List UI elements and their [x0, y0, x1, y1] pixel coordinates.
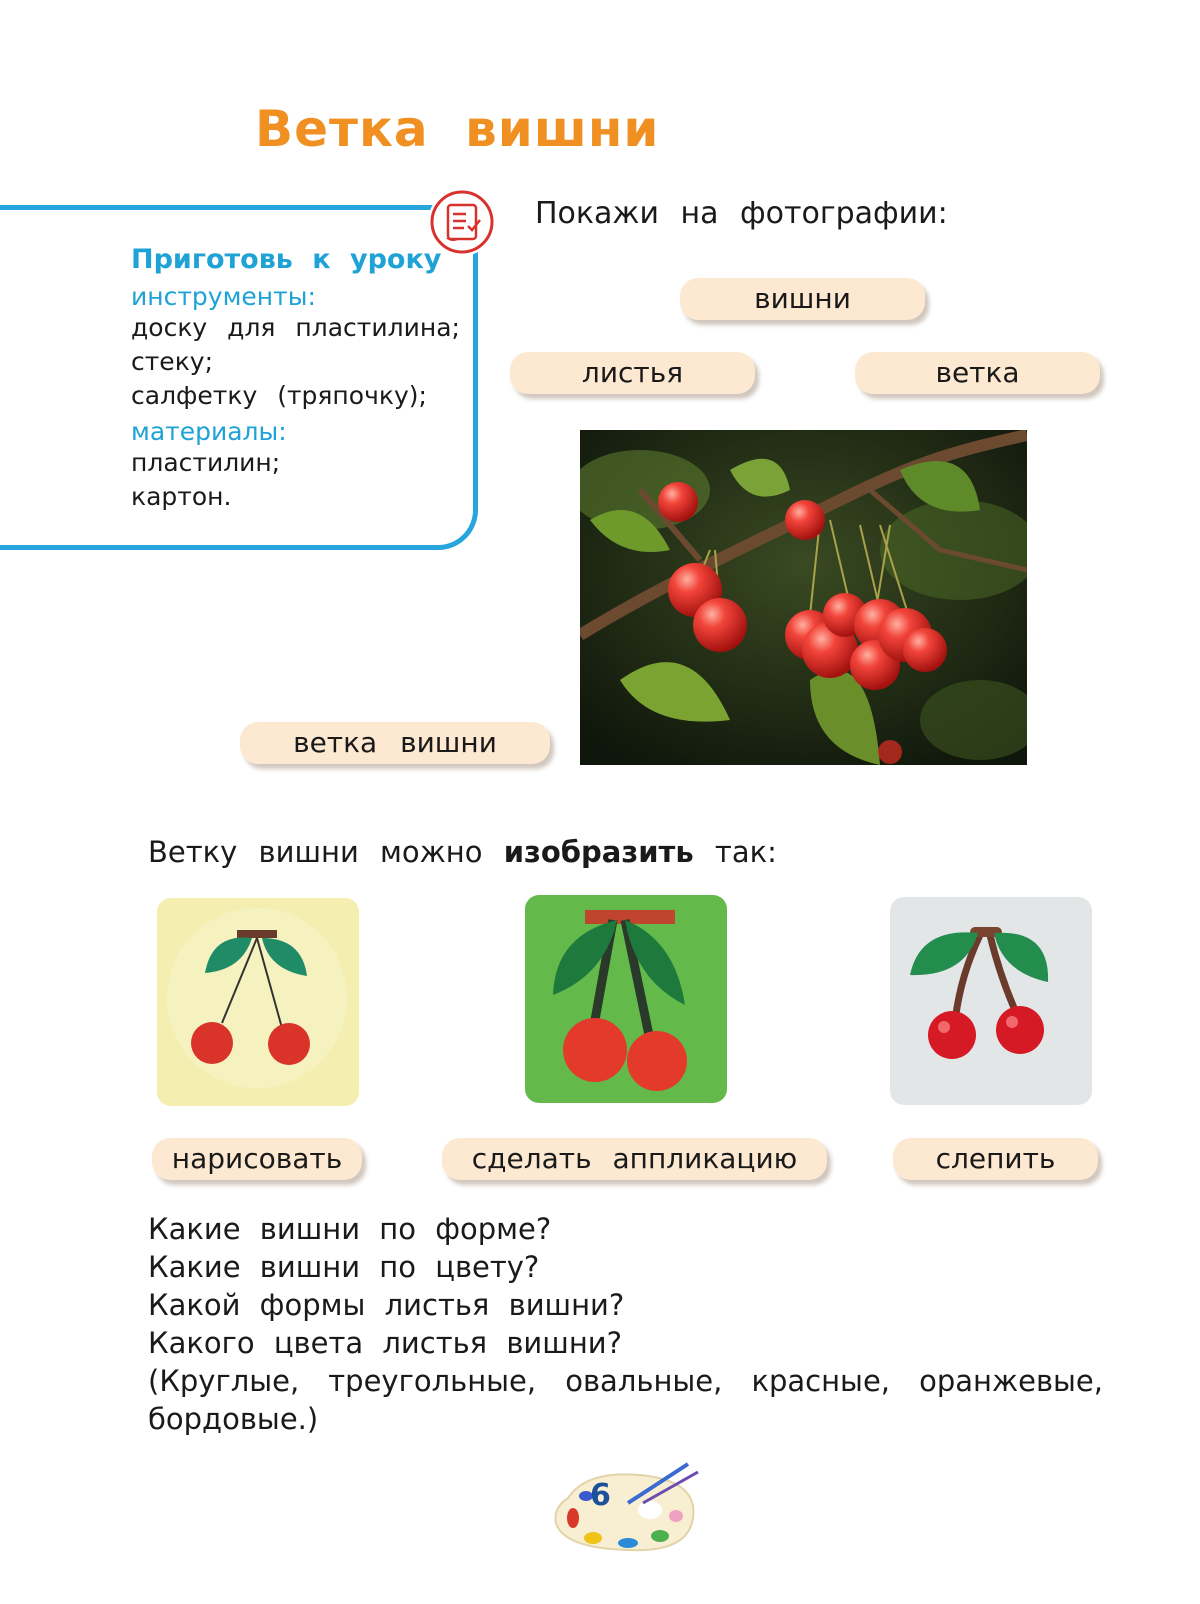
question-line: Какие вишни по форме? [148, 1212, 552, 1246]
tools-label: инструменты: [131, 282, 316, 311]
plasticine-cherry-card [890, 897, 1092, 1105]
question-line: Какие вишни по цвету? [148, 1250, 540, 1284]
depict-sentence [148, 835, 777, 869]
tool-item: доску для пластилина; [131, 313, 460, 342]
sentence-end: так: [714, 835, 777, 869]
method-applique: сделать аппликацию [442, 1138, 827, 1180]
materials-label: материалы: [131, 417, 287, 446]
method-draw: нарисовать [152, 1138, 362, 1180]
page-number: 6 [590, 1478, 611, 1513]
label-cherry-branch: ветка вишни [240, 722, 550, 764]
prepare-list [131, 282, 460, 514]
material-item: картон. [131, 482, 232, 511]
question-line: Какой формы листья вишни? [148, 1288, 625, 1322]
label-leaves: листья [510, 352, 755, 394]
method-sculpt: слепить [893, 1138, 1098, 1180]
tool-item: стеку; [131, 347, 214, 376]
question-line: Какого цвета листья вишни? [148, 1326, 623, 1360]
prepare-heading: Приготовь к уроку [131, 244, 442, 275]
material-item: пластилин; [131, 448, 281, 477]
photo-prompt: Покажи на фотографии: [535, 196, 948, 231]
applique-cherry-card [525, 895, 727, 1103]
palette-icon [548, 1458, 708, 1558]
questions-block [148, 1210, 1103, 1438]
sentence-start: Ветку вишни можно [148, 835, 483, 869]
label-cherries: вишни [680, 278, 925, 320]
label-branch: ветка [855, 352, 1100, 394]
tool-item: салфетку (тряпочку); [131, 381, 427, 410]
cherry-branch-photo [580, 430, 1027, 765]
drawn-cherry-card [157, 898, 359, 1106]
page-title: Ветка вишни [255, 100, 660, 158]
sentence-bold: изобразить [503, 835, 694, 869]
answer-options: (Круглые, треугольные, овальные, красные, оранжевые, бордовые.) [148, 1364, 1103, 1436]
